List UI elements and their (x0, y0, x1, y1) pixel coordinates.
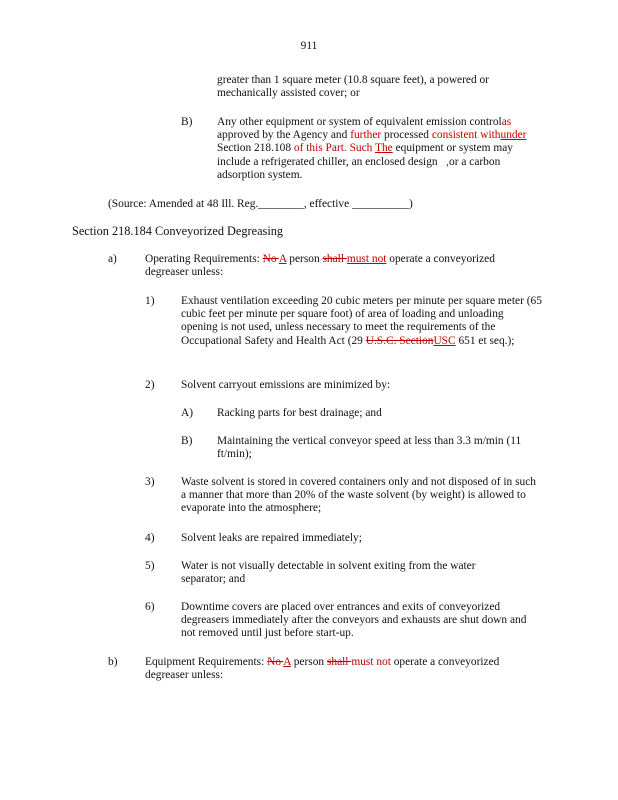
item-b-text-1: Any other equipment or system of equivalent emission control (217, 116, 502, 128)
text: Equipment Requirements: (145, 656, 268, 668)
inserted-text: consistent (431, 129, 478, 142)
inserted-text: must not (351, 656, 391, 668)
section-title: Section 218.184 Conveyorized Degreasing (72, 224, 284, 238)
text: 651 et seq.); (455, 334, 515, 347)
item-6-text: Downtime covers are placed over entrances and exits of conveyorized degreasers immediately after the conveyors and exhausts are shut down and not removed until just before start-up. (181, 601, 527, 640)
item-b-paragraph (217, 116, 537, 182)
subsection-b-text (145, 656, 530, 682)
item-2b-text: Maintaining the vertical conveyor speed at less than 3.3 m/min (11 ft/min); (217, 435, 522, 461)
item-b-text-12: equipment or system may include a refrigerated chiller, an enclosed design (217, 142, 513, 168)
item-label-6: 6) (145, 601, 155, 613)
item-label-4: 4) (145, 532, 155, 544)
text: operate a conveyorized degreaser unless: (145, 656, 500, 682)
deleted-text: shall (322, 253, 347, 265)
item-label-5: 5) (145, 560, 155, 572)
deleted-text: No (267, 656, 284, 668)
item-2-text: Solvent carryout emissions are minimized by: (181, 379, 391, 391)
inserted-text: further (350, 129, 382, 142)
text: Exhaust ventilation exceeding 20 cubic meters per minute per square meter (65 cubic feet per minute per square foot) of area of loading and unloading opening is not used, unless necessary to meet the requirements of the Occupational Safety and Health Act (29 (181, 295, 542, 347)
text: operate a conveyorized degreaser unless: (145, 253, 495, 279)
subsection-label-a: a) (108, 253, 117, 265)
item-1-text (181, 295, 543, 348)
deleted-text: No (262, 253, 279, 265)
inserted-text: The (375, 142, 393, 155)
deleted-text: U.S.C. Section (365, 334, 434, 347)
item-label-2: 2) (145, 379, 155, 391)
item-label-1: 1) (145, 295, 155, 307)
item-b-text-5: processed (384, 129, 429, 142)
item-b-text-14: or a carbon adsorption system. (217, 155, 501, 181)
item-label-b-upper: B) (181, 116, 193, 128)
continued-paragraph: greater than 1 square meter (10.8 square feet), a powered or mechanically assisted cover; or (217, 74, 489, 100)
item-3-text: Waste solvent is stored in covered containers only and not disposed of in such a manner that more than 20% of the waste solvent (by weight) is allowed to evaporate into the atmosphere; (181, 476, 536, 515)
item-4-text: Solvent leaks are repaired immediately; (181, 532, 362, 544)
item-2a-text: Racking parts for best drainage; and (217, 407, 382, 419)
inserted-text: A (283, 656, 291, 668)
item-label-2a: A) (181, 407, 194, 419)
inserted-text: must not (346, 253, 387, 265)
text: Operating Requirements: (145, 253, 263, 265)
item-b-text-9: Section 218.108 (217, 142, 292, 155)
inserted-text: as (501, 116, 512, 128)
item-label-3: 3) (145, 476, 155, 488)
inserted-text: , (446, 155, 450, 168)
subsection-label-b: b) (108, 656, 118, 668)
inserted-text: USC (433, 334, 456, 347)
item-5-text: Water is not visually detectable in solvent exiting from the water separator; and (181, 560, 476, 586)
item-b-text-3: approved by the Agency and (217, 129, 348, 142)
subsection-a-text (145, 253, 530, 279)
inserted-text: of this Part. Such (293, 142, 373, 155)
inserted-text: under (500, 129, 527, 142)
text: person (290, 656, 327, 668)
deleted-text: shall (326, 656, 352, 668)
page-number: 911 (300, 40, 318, 52)
text: person (286, 253, 323, 265)
source-note: (Source: Amended at 48 Ill. Reg.________, effective __________) (108, 198, 413, 210)
item-label-2b: B) (181, 435, 193, 447)
inserted-text: with (480, 129, 501, 142)
inserted-text: A (278, 253, 287, 265)
